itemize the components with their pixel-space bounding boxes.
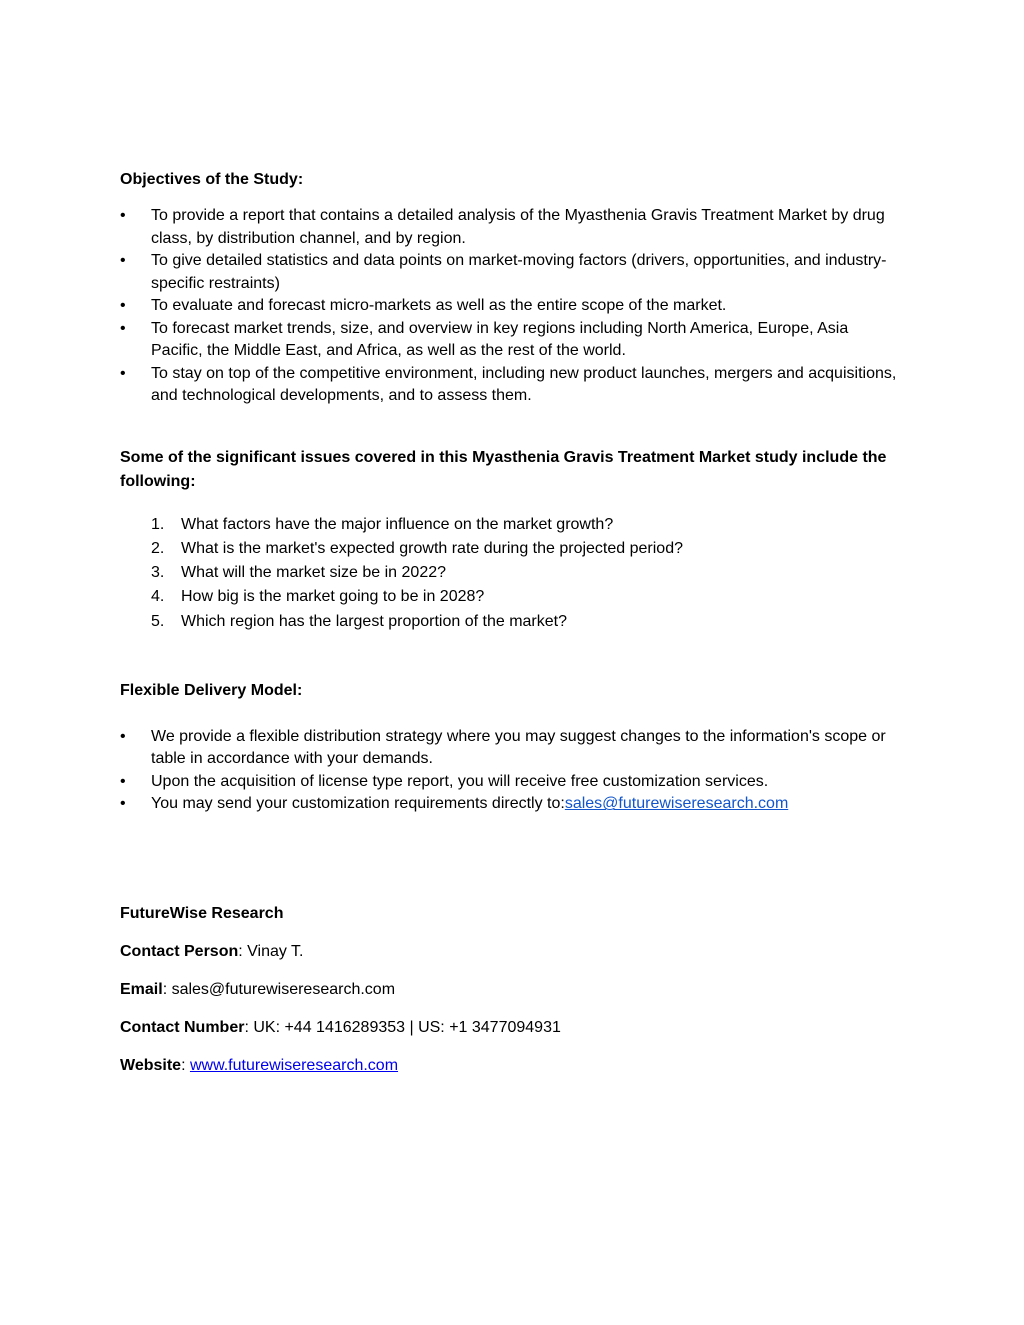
issues-heading: Some of the significant issues covered in this Myasthenia Gravis Treatment Market study include the following: — [120, 448, 887, 490]
bullet-icon: • — [120, 364, 126, 382]
list-item: • To evaluate and forecast micro-markets as well as the entire scope of the market. — [120, 295, 900, 318]
bullet-icon: • — [120, 297, 126, 314]
list-item: • To give detailed statistics and data points on market-moving factors (drivers, opportunities, and industry-specific restraints) — [120, 252, 887, 292]
list-item: 5. Which region has the largest proportion of the market? — [151, 612, 567, 630]
list-item: • To stay on top of the competitive environment, including new product launches, mergers and acquisitions, and technological developments, and to assess them. — [120, 364, 897, 404]
list-item: • To forecast market trends, size, and overview in key regions including North America, Europe, Asia Pacific, the Middle East, and Africa, as well as the rest of the world. — [120, 319, 849, 359]
list-item: 3. What will the market size be in 2022? — [151, 564, 447, 582]
list-item: 1. What factors have the major influence on the market growth? — [151, 515, 614, 533]
list-item: 2. What is the market's expected growth rate during the projected period? — [151, 539, 683, 557]
sales-email-link[interactable]: sales@futurewiseresearch.com — [564, 795, 789, 813]
list-item: 4. How big is the market going to be in 2028? — [151, 588, 485, 606]
email-line: Email: sales@futurewiseresearch.com — [120, 980, 396, 998]
document-page — [120, 168, 900, 1078]
list-item: • You may send your customization requirements directly to:sales@futurewiseresearch.com — [120, 793, 900, 816]
list-item: • Upon the acquisition of license type report, you will receive free customization services. — [120, 771, 900, 794]
delivery-heading: Flexible Delivery Model: — [120, 681, 303, 699]
objectives-heading: Objectives of the Study: — [120, 171, 304, 188]
website-link[interactable]: www.futurewiseresearch.com — [189, 1056, 399, 1074]
bullet-icon: • — [120, 795, 126, 813]
contact-number-line: Contact Number: UK: +44 1416289353 | US: +1 3477094931 — [120, 1018, 561, 1036]
contact-person-line: Contact Person: Vinay T. — [120, 942, 304, 960]
issues-list — [120, 513, 900, 634]
delivery-list — [120, 726, 900, 816]
bullet-icon: • — [120, 207, 126, 224]
bullet-icon: • — [120, 772, 126, 790]
website-line: Website: www.futurewiseresearch.com — [120, 1056, 399, 1074]
objectives-list — [120, 205, 900, 408]
bullet-icon: • — [120, 727, 126, 745]
company-name: FutureWise Research — [120, 904, 284, 922]
bullet-icon: • — [120, 319, 126, 337]
bullet-icon: • — [120, 252, 126, 269]
list-item: • To provide a report that contains a detailed analysis of the Myasthenia Gravis Treatment Market by drug class, by distribution channel, and by region. — [120, 207, 885, 247]
list-item: • We provide a flexible distribution strategy where you may suggest changes to the information's scope or table in accordance with your demands. — [120, 727, 886, 768]
